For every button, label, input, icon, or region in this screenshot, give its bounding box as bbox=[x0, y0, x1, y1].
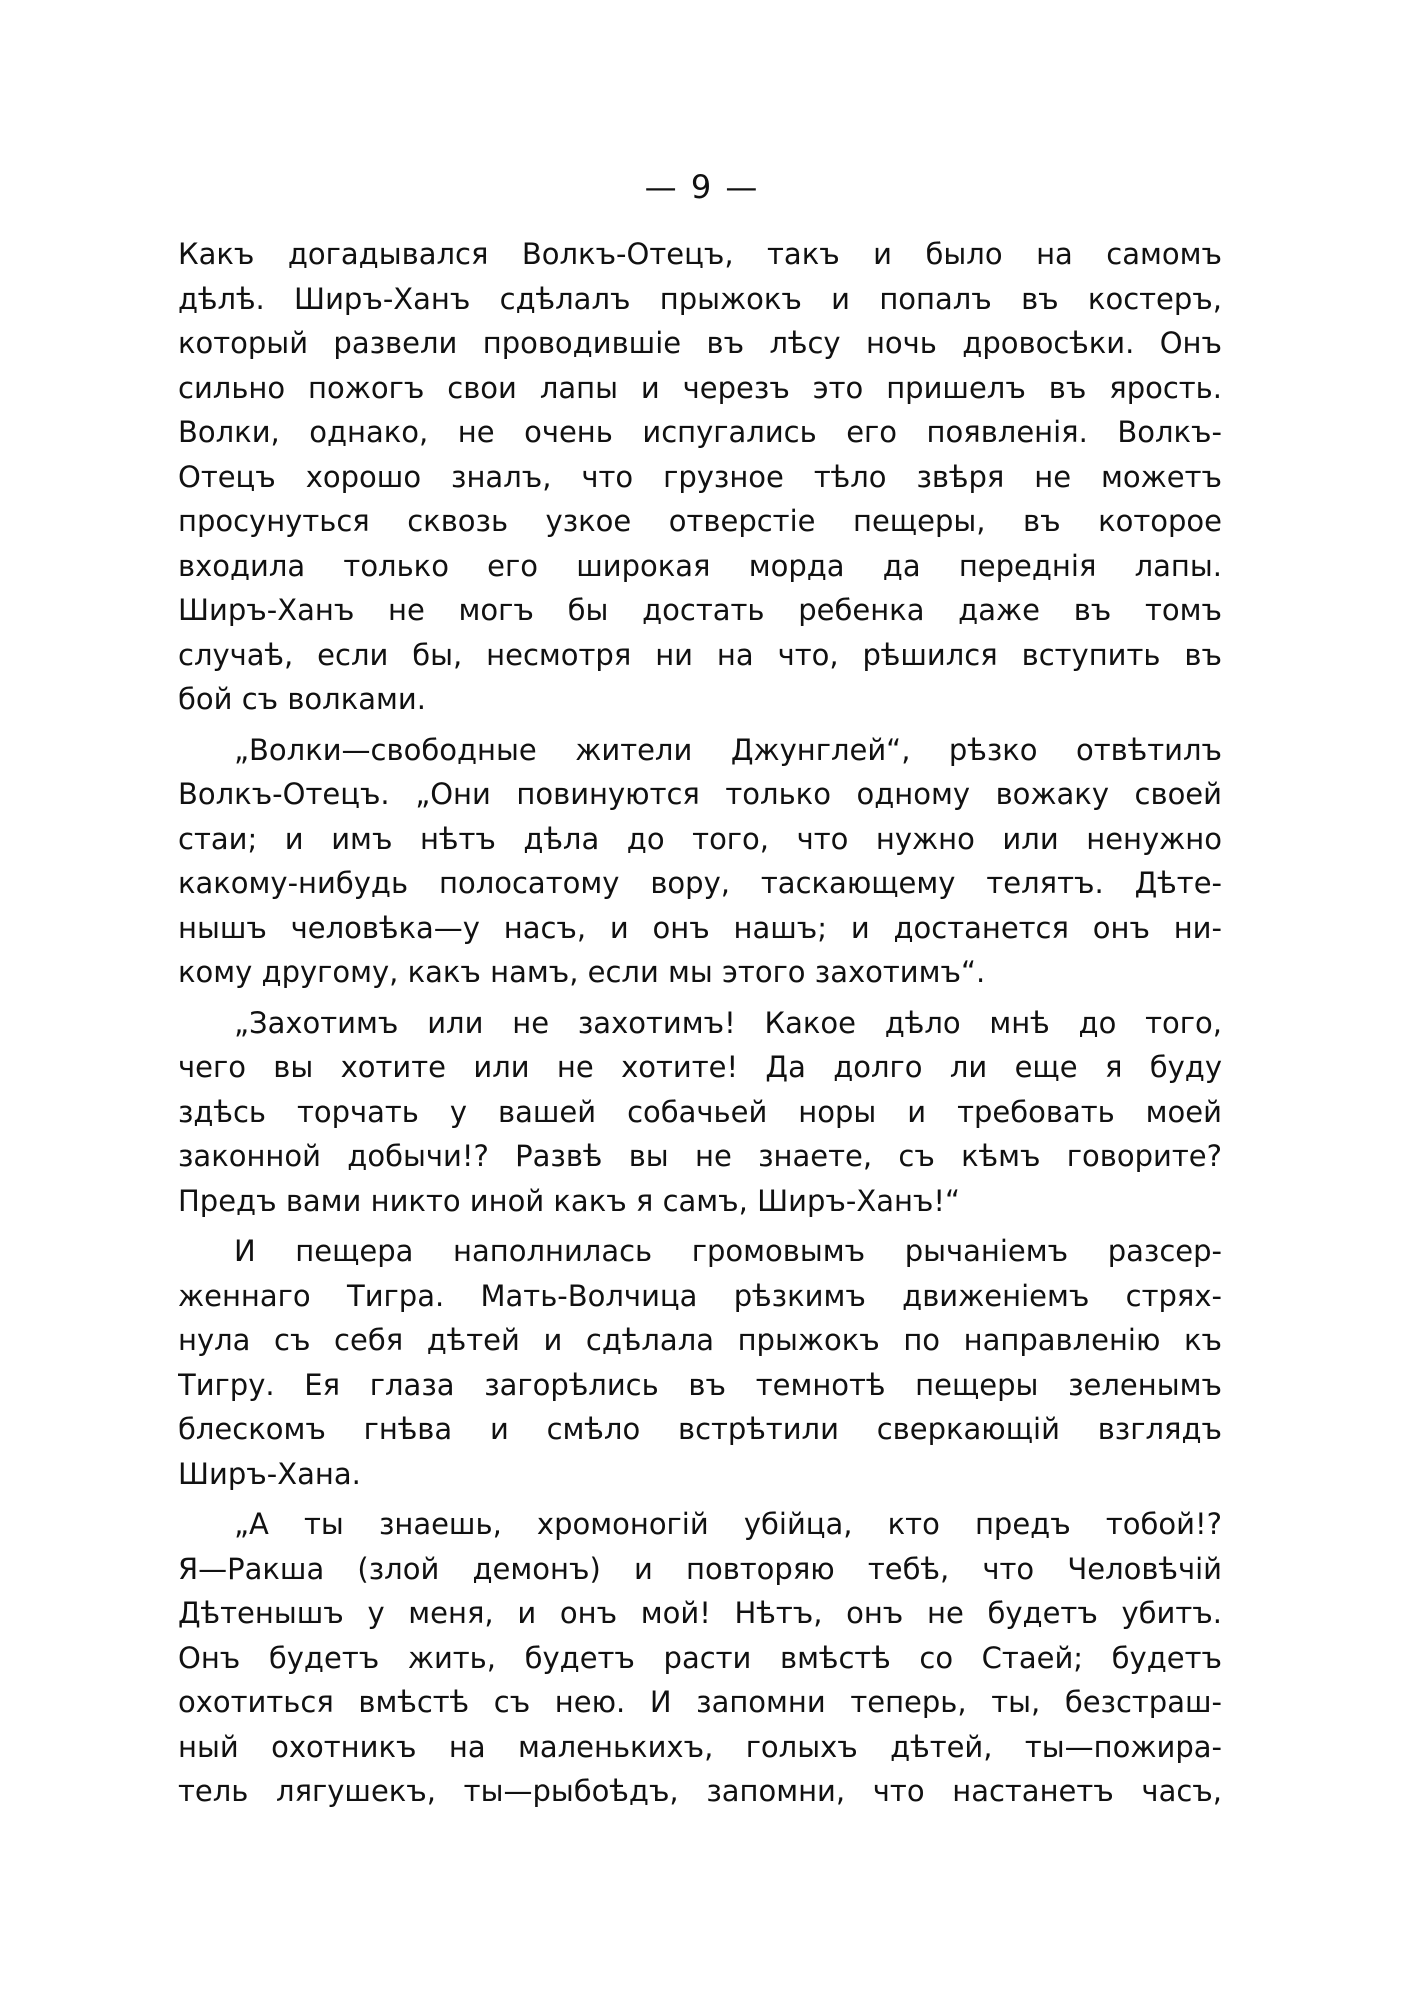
text-line: сильно пожогъ свои лапы и черезъ это пришелъ въ ярость. bbox=[178, 370, 1222, 405]
text-line: Какъ догадывался Волкъ-Отецъ, такъ и было на самомъ bbox=[178, 237, 1222, 271]
body-text bbox=[178, 232, 1222, 1820]
text-line: просунуться сквозь узкое отверстіе пещеры, въ которое bbox=[178, 504, 1222, 538]
paragraph-4 bbox=[178, 1229, 1222, 1496]
text-line: нула съ себя дѣтей и сдѣлала прыжокъ по направленію къ bbox=[178, 1323, 1222, 1357]
text-line: законной добычи!? Развѣ вы не знаете, съ кѣмъ говорите? bbox=[178, 1139, 1222, 1173]
text-line: Тигру. Ея глаза загорѣлись въ темнотѣ пещеры зеленымъ bbox=[178, 1367, 1222, 1402]
text-line: охотиться вмѣстѣ съ нею. И запомни теперь, ты, безстраш- bbox=[178, 1685, 1222, 1719]
text-line: „Захотимъ или не захотимъ! Какое дѣло мнѣ до того, bbox=[234, 1005, 1222, 1040]
text-line: тель лягушекъ, ты—рыбоѣдъ, запомни, что настанетъ часъ, bbox=[178, 1774, 1222, 1808]
text-line: чего вы хотите или не хотите! Да долго ли еще я буду bbox=[178, 1050, 1222, 1084]
text-line: нышъ человѣка—у насъ, и онъ нашъ; и достанется онъ ни- bbox=[178, 910, 1222, 945]
text-line: который развели проводившіе въ лѣсу ночь дровосѣки. Онъ bbox=[178, 326, 1222, 360]
text-line: „Волки—свободные жители Джунглей“, рѣзко отвѣтилъ bbox=[234, 732, 1222, 767]
text-line: Онъ будетъ жить, будетъ расти вмѣстѣ со Стаей; будетъ bbox=[178, 1640, 1222, 1675]
text-line: Ширъ-Ханъ не могъ бы достать ребенка даже въ томъ bbox=[178, 593, 1222, 627]
text-line: входила только его широкая морда да переднія лапы. bbox=[178, 548, 1222, 583]
text-line: блескомъ гнѣва и смѣло встрѣтили сверкающій взглядъ bbox=[178, 1412, 1222, 1446]
text-line: Волкъ-Отецъ. „Они повинуются только одному вожаку своей bbox=[178, 777, 1222, 811]
text-line: „А ты знаешь, хромоногій убійца, кто предъ тобой!? bbox=[234, 1507, 1222, 1541]
text-line: Я—Ракша (злой демонъ) и повторяю тебѣ, что Человѣчій bbox=[178, 1551, 1222, 1586]
text-line: Дѣтенышъ у меня, и онъ мой! Нѣтъ, онъ не будетъ убитъ. bbox=[178, 1596, 1222, 1630]
page-number: — 9 — bbox=[644, 168, 760, 206]
text-line: Предъ вами никто иной какъ я самъ, Ширъ-Ханъ!“ bbox=[178, 1183, 961, 1218]
text-line: Волки, однако, не очень испугались его появленія. Волкъ- bbox=[178, 415, 1222, 449]
text-line: дѣлѣ. Ширъ-Ханъ сдѣлалъ прыжокъ и попалъ въ костеръ, bbox=[178, 281, 1222, 316]
paragraph-3 bbox=[178, 1001, 1222, 1224]
text-line: здѣсь торчать у вашей собачьей норы и требовать моей bbox=[178, 1094, 1222, 1129]
text-line: какому-нибудь полосатому вору, таскающему телятъ. Дѣте- bbox=[178, 866, 1222, 900]
paragraph-2 bbox=[178, 728, 1222, 995]
text-line: бой съ волками. bbox=[178, 682, 426, 716]
text-line: Отецъ хорошо зналъ, что грузное тѣло звѣря не можетъ bbox=[178, 459, 1222, 494]
text-line: ный охотникъ на маленькихъ, голыхъ дѣтей, ты—пожира- bbox=[178, 1729, 1222, 1764]
text-line: стаи; и имъ нѣтъ дѣла до того, что нужно или ненужно bbox=[178, 821, 1222, 856]
text-line: Ширъ-Хана. bbox=[178, 1456, 361, 1491]
text-line: женнаго Тигра. Мать-Волчица рѣзкимъ движеніемъ стрях- bbox=[178, 1278, 1222, 1313]
text-line: случаѣ, если бы, несмотря ни на что, рѣшился вступить въ bbox=[178, 637, 1222, 672]
paragraph-1 bbox=[178, 232, 1222, 722]
text-line: И пещера наполнилась громовымъ рычаніемъ разсер- bbox=[234, 1234, 1222, 1268]
text-line: кому другому, какъ намъ, если мы этого захотимъ“. bbox=[178, 955, 986, 989]
paragraph-5 bbox=[178, 1502, 1222, 1814]
